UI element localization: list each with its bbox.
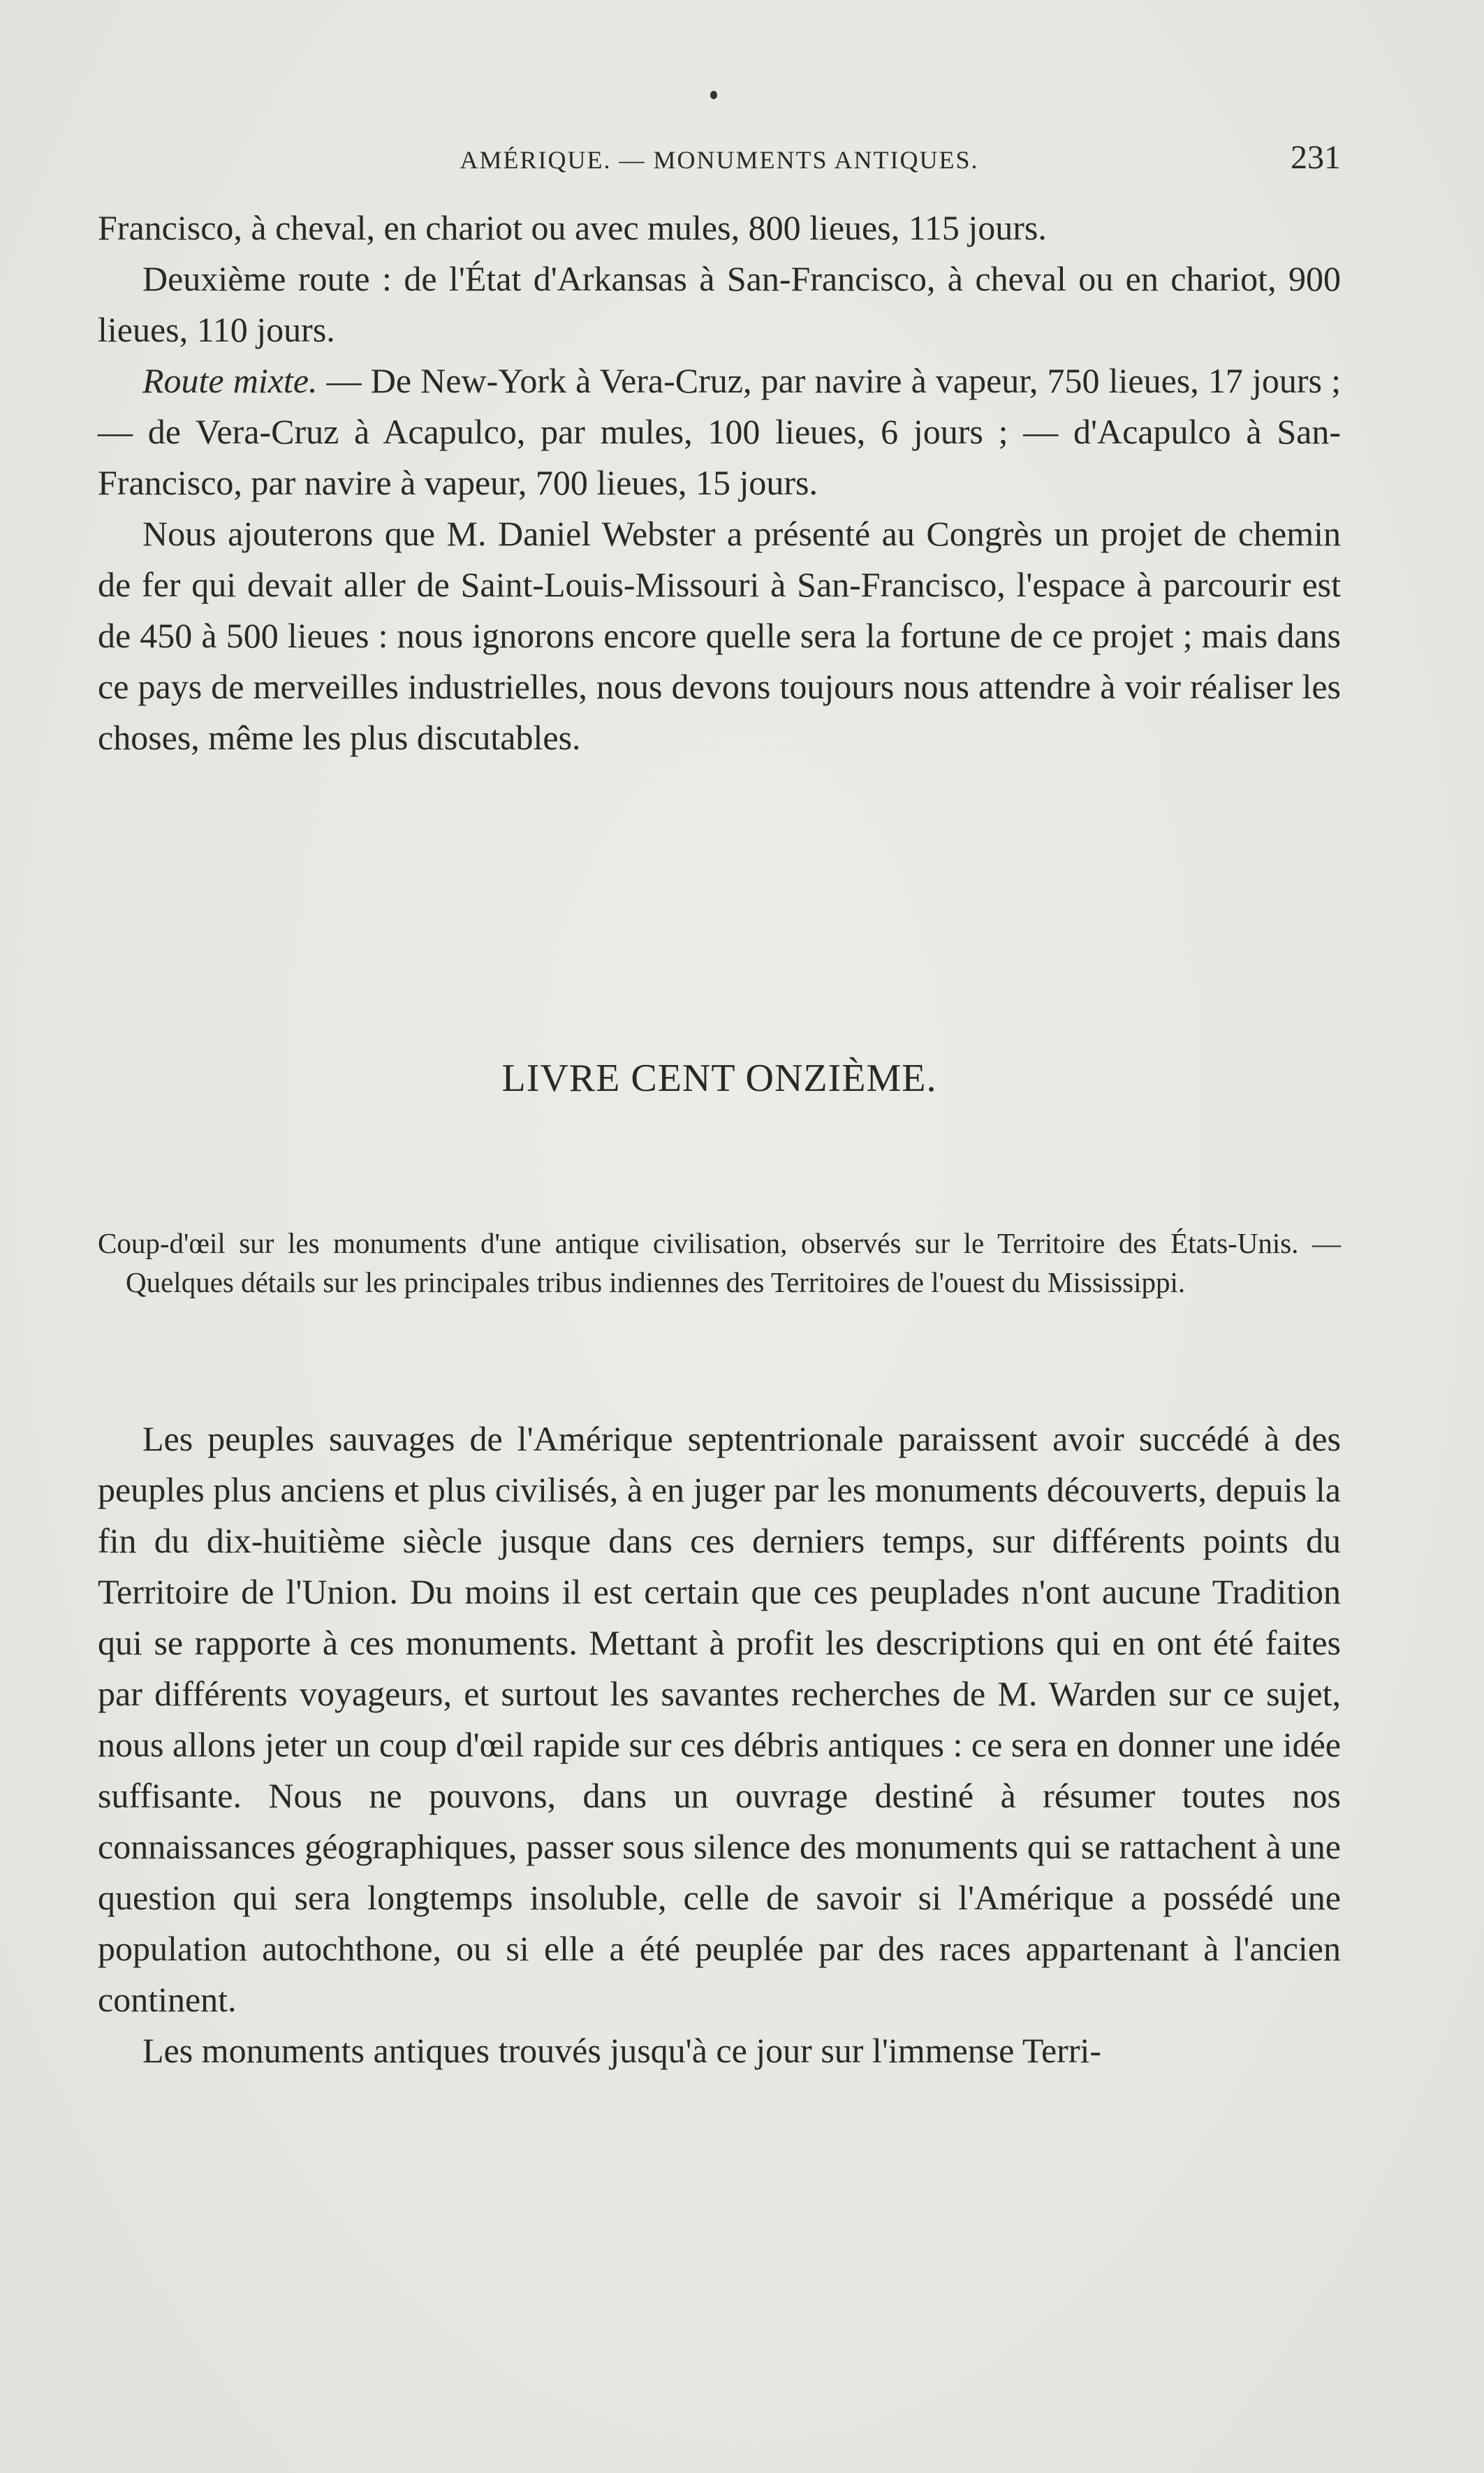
paragraph-mixed-route (98, 355, 1341, 508)
running-title: AMÉRIQUE. — MONUMENTS ANTIQUES. (460, 146, 979, 174)
ink-dot-mark (710, 91, 717, 99)
running-head (98, 138, 1341, 180)
mixed-route-text: — De New-York à Vera-Cruz, par navire à vapeur, 750 lieues, 17 jours ; — de Vera-Cruz à Acapulco, par mules, 100 lieues, 6 jours ; — d'Acapulco à San-Francisco, par navire à vapeur, 700 lieues, 15 jours. (98, 361, 1341, 502)
paragraph-second-route: Deuxième route : de l'État d'Arkansas à San-Francisco, à cheval ou en chariot, 900 lieues, 110 jours. (98, 259, 1341, 349)
page-number: 231 (1291, 139, 1341, 176)
paragraph-webster-project: Nous ajouterons que M. Daniel Webster a présenté au Congrès un projet de chemin de fer qui devait aller de Saint-Louis-Missouri à San-Francisco, l'espace à parcourir est de 450 à 500 lieues : nous ignorons encore quelle sera la fortune de ce projet ; mais dans ce pays de merveilles industrielles, nous devons toujours nous attendre à voir réaliser les choses, même les plus discutables. (98, 514, 1341, 757)
top-text-block (98, 203, 1341, 763)
book-summary: Coup-d'œil sur les monuments d'une antique civilisation, observés sur le Territoire des États-Unis. — Quelques détails sur les principales tribus indiennes des Territoires de l'ouest du Mississippi. (98, 1227, 1341, 1298)
book-title: LIVRE CENT ONZIÈME. (501, 1057, 937, 1100)
paragraph-monuments-intro: Les peuples sauvages de l'Amérique septentrionale paraissent avoir succédé à des peuples plus anciens et plus civilisés, à en juger par les monuments découverts, depuis la fin du dix-huitième siècle jusque dans ces derniers temps, sur différents points du Territoire de l'Union. Du moins il est certain que ces peuplades n'ont aucune Tradition qui se rapporte à ces monuments. Mettant à profit les descriptions qui en ont été faites par différents voyageurs, et surtout les savantes recherches de M. Warden sur ce sujet, nous allons jeter un coup d'œil rapide sur ces débris antiques : ce sera en donner une idée suffisante. Nous ne pouvons, dans un ouvrage destiné à résumer toutes nos connaissances géographiques, passer sous silence des monuments qui se rattachent à une question qui sera longtemps insoluble, celle de savoir si l'Amérique a possédé une population autochthone, ou si elle a été peuplée par des races appartenant à l'ancien continent. (98, 1419, 1341, 2019)
paragraph-continuation: Francisco, à cheval, en chariot ou avec mules, 800 lieues, 115 jours. (98, 208, 1047, 247)
mixed-route-label: Route mixte. (142, 361, 318, 400)
paragraph-monuments-continuation: Les monuments antiques trouvés jusqu'à ce jour sur l'immense Terri- (142, 2031, 1102, 2070)
body-text-block (98, 1414, 1341, 2076)
